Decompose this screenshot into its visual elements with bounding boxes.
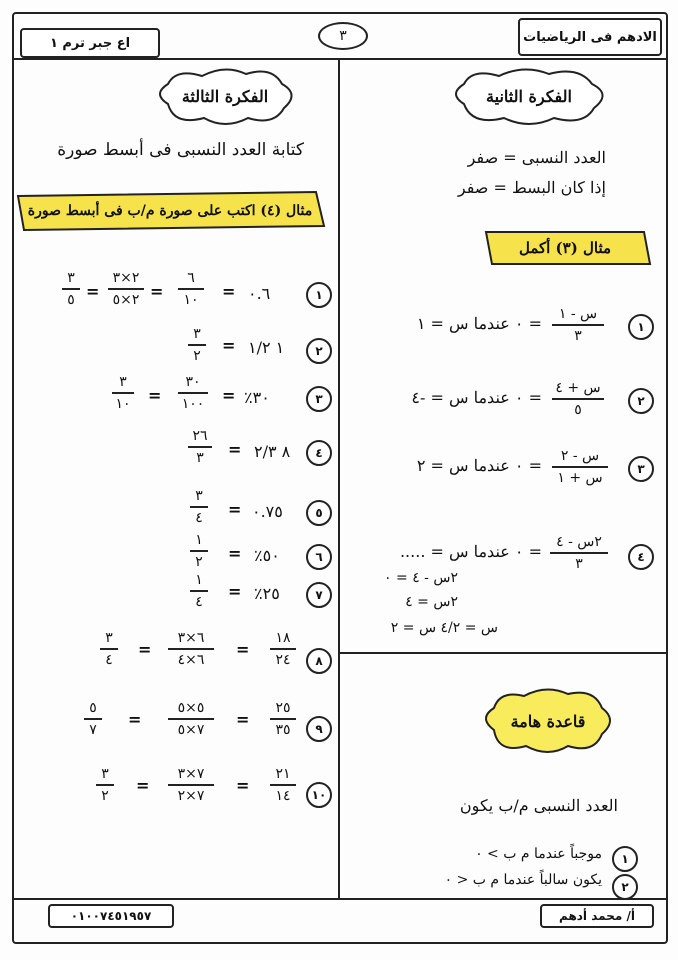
fraction: ٢×٣ ٢×٥ bbox=[108, 270, 144, 308]
idea-two-title: الفكرة الثانية bbox=[486, 86, 572, 106]
equals-sign: = bbox=[236, 776, 250, 795]
fraction: ٧×٣ ٧×٢ bbox=[168, 766, 214, 804]
example-4-label: مثال (٤) اكتب على صورة م/ب فى أبسط صورة bbox=[27, 203, 313, 219]
equals-sign: = bbox=[128, 710, 142, 729]
equals-sign: = bbox=[228, 440, 242, 459]
rule2-positive: موجباً عندما م ب > ٠ bbox=[475, 846, 602, 862]
phone-number: ٠١٠٠٧٤٥١٩٥٧ bbox=[70, 909, 152, 923]
fraction: ٦ ١٠ bbox=[178, 270, 204, 308]
author-name: أ/ محمد أدهم bbox=[559, 909, 635, 923]
fraction: ١٨ ٢٤ bbox=[270, 630, 296, 668]
fraction: ٢س - ٤ ٣ bbox=[550, 534, 608, 572]
example-3-label: مثال (٣) أكمل bbox=[518, 239, 612, 257]
rule2-text: العدد النسبى م/ب يكون bbox=[459, 796, 618, 815]
item-value: ٠.٦ bbox=[248, 284, 271, 303]
item-condition: = ٠ عندما س = ٢ bbox=[416, 456, 542, 475]
equals-sign: = bbox=[228, 500, 242, 519]
item-number: ٤ bbox=[628, 544, 654, 570]
item-number: ٢ bbox=[612, 874, 638, 900]
item-number: ١ bbox=[306, 282, 332, 308]
item-value: ٨ ٢/٣ bbox=[254, 442, 291, 461]
idea-two-cloud bbox=[444, 64, 614, 128]
equals-sign: = bbox=[228, 544, 242, 563]
fraction: ٦×٣ ٦×٤ bbox=[168, 630, 214, 668]
idea-three-cloud bbox=[150, 64, 300, 128]
item-number: ٤ bbox=[306, 440, 332, 466]
fraction: س - ٢ س + ١ bbox=[552, 448, 608, 486]
rule-line-2: إذا كان البسط = صفر bbox=[457, 178, 606, 197]
item-number: ٢ bbox=[306, 338, 332, 364]
fraction: ١ ٢ bbox=[190, 532, 208, 570]
fraction: ٣ ٤ bbox=[190, 488, 208, 526]
fraction: ٥ ٧ bbox=[84, 700, 102, 738]
header-term: اع جبر ترم ١ bbox=[49, 35, 131, 51]
column-divider bbox=[338, 58, 340, 898]
fraction: ٣ ٥ bbox=[62, 270, 80, 308]
fraction: ٣ ٢ bbox=[188, 326, 206, 364]
item-number: ٣ bbox=[306, 386, 332, 412]
item-number: ١٠ bbox=[306, 782, 332, 808]
rule2-negative: يكون سالباً عندما م ب < ٠ bbox=[444, 872, 602, 888]
item-number: ٩ bbox=[306, 716, 332, 742]
item-value: ٠.٧٥ bbox=[252, 502, 283, 521]
equals-sign: = bbox=[236, 710, 250, 729]
fraction: ٣ ٤ bbox=[100, 630, 118, 668]
right-section-divider bbox=[340, 652, 666, 654]
footer-divider bbox=[12, 898, 666, 900]
fraction: ٣٠ ١٠٠ bbox=[178, 374, 208, 412]
fraction: ١ ٤ bbox=[190, 572, 208, 610]
header-title-box bbox=[518, 18, 662, 56]
item-number: ١ bbox=[612, 846, 638, 872]
fraction: ٣ ١٠ bbox=[112, 374, 134, 412]
fraction: ٢٦ ٣ bbox=[188, 428, 212, 466]
fraction: ٣ ٢ bbox=[96, 766, 114, 804]
item-value: ٢٥٪ bbox=[254, 584, 280, 603]
item-number: ٧ bbox=[306, 582, 332, 608]
equals-sign: = bbox=[136, 776, 150, 795]
work-line: س = ٤/٢ س = ٢ bbox=[390, 620, 498, 636]
work-line: ٢س - ٤ = ٠ bbox=[384, 570, 458, 586]
equals-sign: = bbox=[222, 386, 236, 405]
phone-box bbox=[48, 904, 174, 928]
fraction: ٥×٥ ٧×٥ bbox=[168, 700, 214, 738]
equals-sign: = bbox=[228, 582, 242, 601]
important-rule-title: قاعدة هامة bbox=[510, 711, 586, 731]
fraction: س - ١ ٣ bbox=[552, 306, 604, 344]
idea-three-subtitle: كتابة العدد النسبى فى أبسط صورة bbox=[57, 140, 304, 160]
fraction: س + ٤ ٥ bbox=[552, 380, 604, 418]
idea-three-title: الفكرة الثالثة bbox=[181, 86, 269, 106]
fraction: ٢٥ ٣٥ bbox=[270, 700, 296, 738]
equals-sign: = bbox=[86, 282, 100, 301]
item-number: ٢ bbox=[628, 388, 654, 414]
item-value: ١ ١/٢ bbox=[248, 338, 285, 357]
author-box bbox=[540, 904, 654, 928]
item-condition: = ٠ عندما س = ١ bbox=[416, 314, 542, 333]
page-number: ٣ bbox=[318, 22, 368, 50]
item-number: ٦ bbox=[306, 544, 332, 570]
rule-line-1: العدد النسبى = صفر bbox=[467, 148, 606, 167]
example-3-banner bbox=[478, 228, 652, 268]
item-condition: = ٠ عندما س = ..... bbox=[399, 542, 542, 561]
item-value: ٥٠٪ bbox=[254, 546, 280, 565]
equals-sign: = bbox=[148, 386, 162, 405]
equals-sign: = bbox=[150, 282, 164, 301]
example-4-banner bbox=[14, 190, 326, 232]
equals-sign: = bbox=[138, 640, 152, 659]
item-number: ١ bbox=[628, 314, 654, 340]
item-value: ٣٠٪ bbox=[244, 388, 270, 407]
equals-sign: = bbox=[222, 282, 236, 301]
item-number: ٣ bbox=[628, 456, 654, 482]
item-number: ٥ bbox=[306, 500, 332, 526]
item-number: ٨ bbox=[306, 648, 332, 674]
equals-sign: = bbox=[222, 336, 236, 355]
item-condition: = ٠ عندما س = -٤ bbox=[411, 388, 542, 407]
work-line: ٢س = ٤ bbox=[405, 594, 458, 610]
header-term-box bbox=[20, 28, 160, 58]
fraction: ٢١ ١٤ bbox=[270, 766, 296, 804]
important-rule-cloud bbox=[478, 684, 618, 758]
header-title: الادهم فى الرياضيات bbox=[523, 29, 657, 45]
equals-sign: = bbox=[236, 640, 250, 659]
